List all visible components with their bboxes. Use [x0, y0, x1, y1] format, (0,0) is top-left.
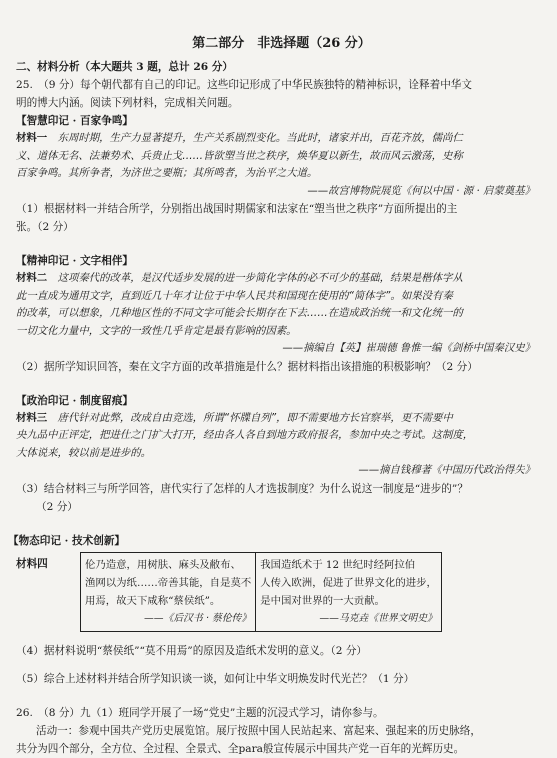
part1-header: 【智慧印记 · 百家争鸣】 [16, 115, 134, 127]
material1-line3: 百家争鸣。其所争者，为济世之要瓶；其所鸣者，为治平之大道。 [16, 167, 318, 179]
material3-line1 [16, 410, 547, 428]
material4-right-source: ——马克垚《世界文明史》 [319, 612, 437, 624]
section-heading: 二、材料分析（本大题共 3 题，总计 26 分） [16, 61, 233, 73]
question4: （4）据材料说明“蔡侯纸”“莫不用焉”的原因及造纸术发明的意义。（2 分） [16, 644, 368, 657]
q26-line2: 活动一：参观中国共产党历史展览馆。展厅按照中国人民站起来、富起来、强起来的历史脉络， [36, 724, 481, 737]
page-title: 第二部分 非选择题（26 分） [192, 36, 371, 51]
material2-text1: 这项秦代的改革，是汉代适步发展的进一步简化字体的必不可少的基础，结果是楷体字从 [47, 272, 463, 284]
question1-line1: （1）根据材料一并结合所学，分别指出战国时期儒家和法家在“塑当世之秩序”方面所提出的主 [16, 203, 458, 215]
material1-line1 [16, 130, 547, 148]
material3-line2: 央九品中正评定，把进仕之门扩大打开，经由各人各自到地方政府报名，参加中央之考试。这制度， [16, 429, 474, 441]
material2-label: 材料二 [16, 272, 48, 284]
question3-line1: （3）结合材料三与所学回答，唐代实行了怎样的人才选拔制度？为什么说这一制度是“进步的”？ [16, 482, 468, 495]
material4-left-line2: 渔网以为纸……帝善其能，自是莫不 [85, 576, 252, 589]
q25-intro-line2: 明的博大内涵。阅读下列材料，完成相关问题。 [16, 97, 239, 109]
material4-left-line3: 用焉，故天下咸称“蔡侯纸”。 [85, 594, 221, 607]
material1-label: 材料一 [16, 132, 48, 144]
material3-text1: 唐代针对此弊，改成自由竞选，所谓“怀牒自列”，即不需要地方长官察举，更不需要中 [47, 411, 453, 424]
question1-line2: 张。（2 分） [16, 221, 74, 233]
question3-line2: （2 分） [36, 500, 78, 513]
material2-line3: 的改革，可以想象，几种地区性的不同文字可能会长期存在下去……在造成政治统一和文化统一的 [16, 307, 463, 319]
material1-line2: 义、道体无名、法兼势术、兵贵止戈……皆欲塑当世之秩序，焕华夏以新生，故而风云激荡，史称 [16, 149, 463, 162]
part4-header: 【物态印记 · 技术创新】 [8, 534, 126, 547]
material3-line3: 大体说来，较以前是进步的。 [16, 446, 152, 459]
material3-label: 材料三 [16, 411, 48, 424]
material4-right-line3: 是中国对世界的一大贡献。 [260, 594, 385, 607]
material1-source: ——故宫博物院展览《何以中国 · 源 · 启蒙奠基》 [307, 184, 535, 197]
material4-right-cell [256, 552, 442, 631]
q26-line1: 26. （8 分）九（1）班同学开展了一场“党史”主题的沉浸式学习，请你参与。 [16, 706, 384, 719]
material2-line4: 一切文化力量中，文字的一致性几乎肯定是最有影响的因素。 [16, 324, 297, 337]
material2-source: ——摘编自【英】崔瑞德 鲁惟一编《剑桥中国秦汉史》 [282, 342, 535, 354]
material1-text1: 东周时期，生产力显著提升，生产关系剧烈变化。当此时，诸家并出，百花齐放，儒尚仁 [47, 132, 463, 144]
material4-left-cell [81, 552, 256, 631]
material4-block [16, 552, 547, 632]
material4-label: 材料四 [16, 557, 48, 570]
question2: （2）据所学知识回答，秦在文字方面的改革措施是什么？据材料指出该措施的积极影响？（2 分） [16, 360, 478, 373]
part2-header: 【精神印记 · 文字相伴】 [16, 255, 134, 267]
material3-source: ——摘自钱穆著《中国历代政治得失》 [358, 464, 535, 476]
material4-left-line1: 伦乃造意，用树肤、麻头及敝布、 [85, 558, 241, 571]
part3-header: 【政治印记 · 制度留痕】 [16, 394, 134, 407]
material4-right-line2: 人传入欧洲，促进了世界文化的进步， [260, 576, 437, 589]
material2-line1 [16, 270, 547, 288]
material4-right-line1: 我国造纸术于 12 世纪时经阿拉伯 [260, 558, 416, 571]
q26-line3: 共分为四个部分，全方位、全过程、全景式、全para般宣传展示中国共产党一百年的光辉历史。 [16, 742, 465, 755]
q25-intro-line1: 25. （9 分）每个朝代都有自己的印记。这些印记形成了中华民族独特的精神标识，诠释着中华文 [16, 79, 472, 91]
question5: （5）综合上述材料并结合所学知识谈一谈，如何让中华文明焕发时代光芒？（1 分） [16, 672, 415, 685]
material4-left-source: ——《后汉书 · 蔡伦传》 [143, 612, 252, 624]
material2-line2: 此一直成为通用文字，直到近几十年才让位于中华人民共和国现在使用的“简体字”。如果没有秦 [16, 289, 453, 302]
material4-table [80, 552, 442, 632]
